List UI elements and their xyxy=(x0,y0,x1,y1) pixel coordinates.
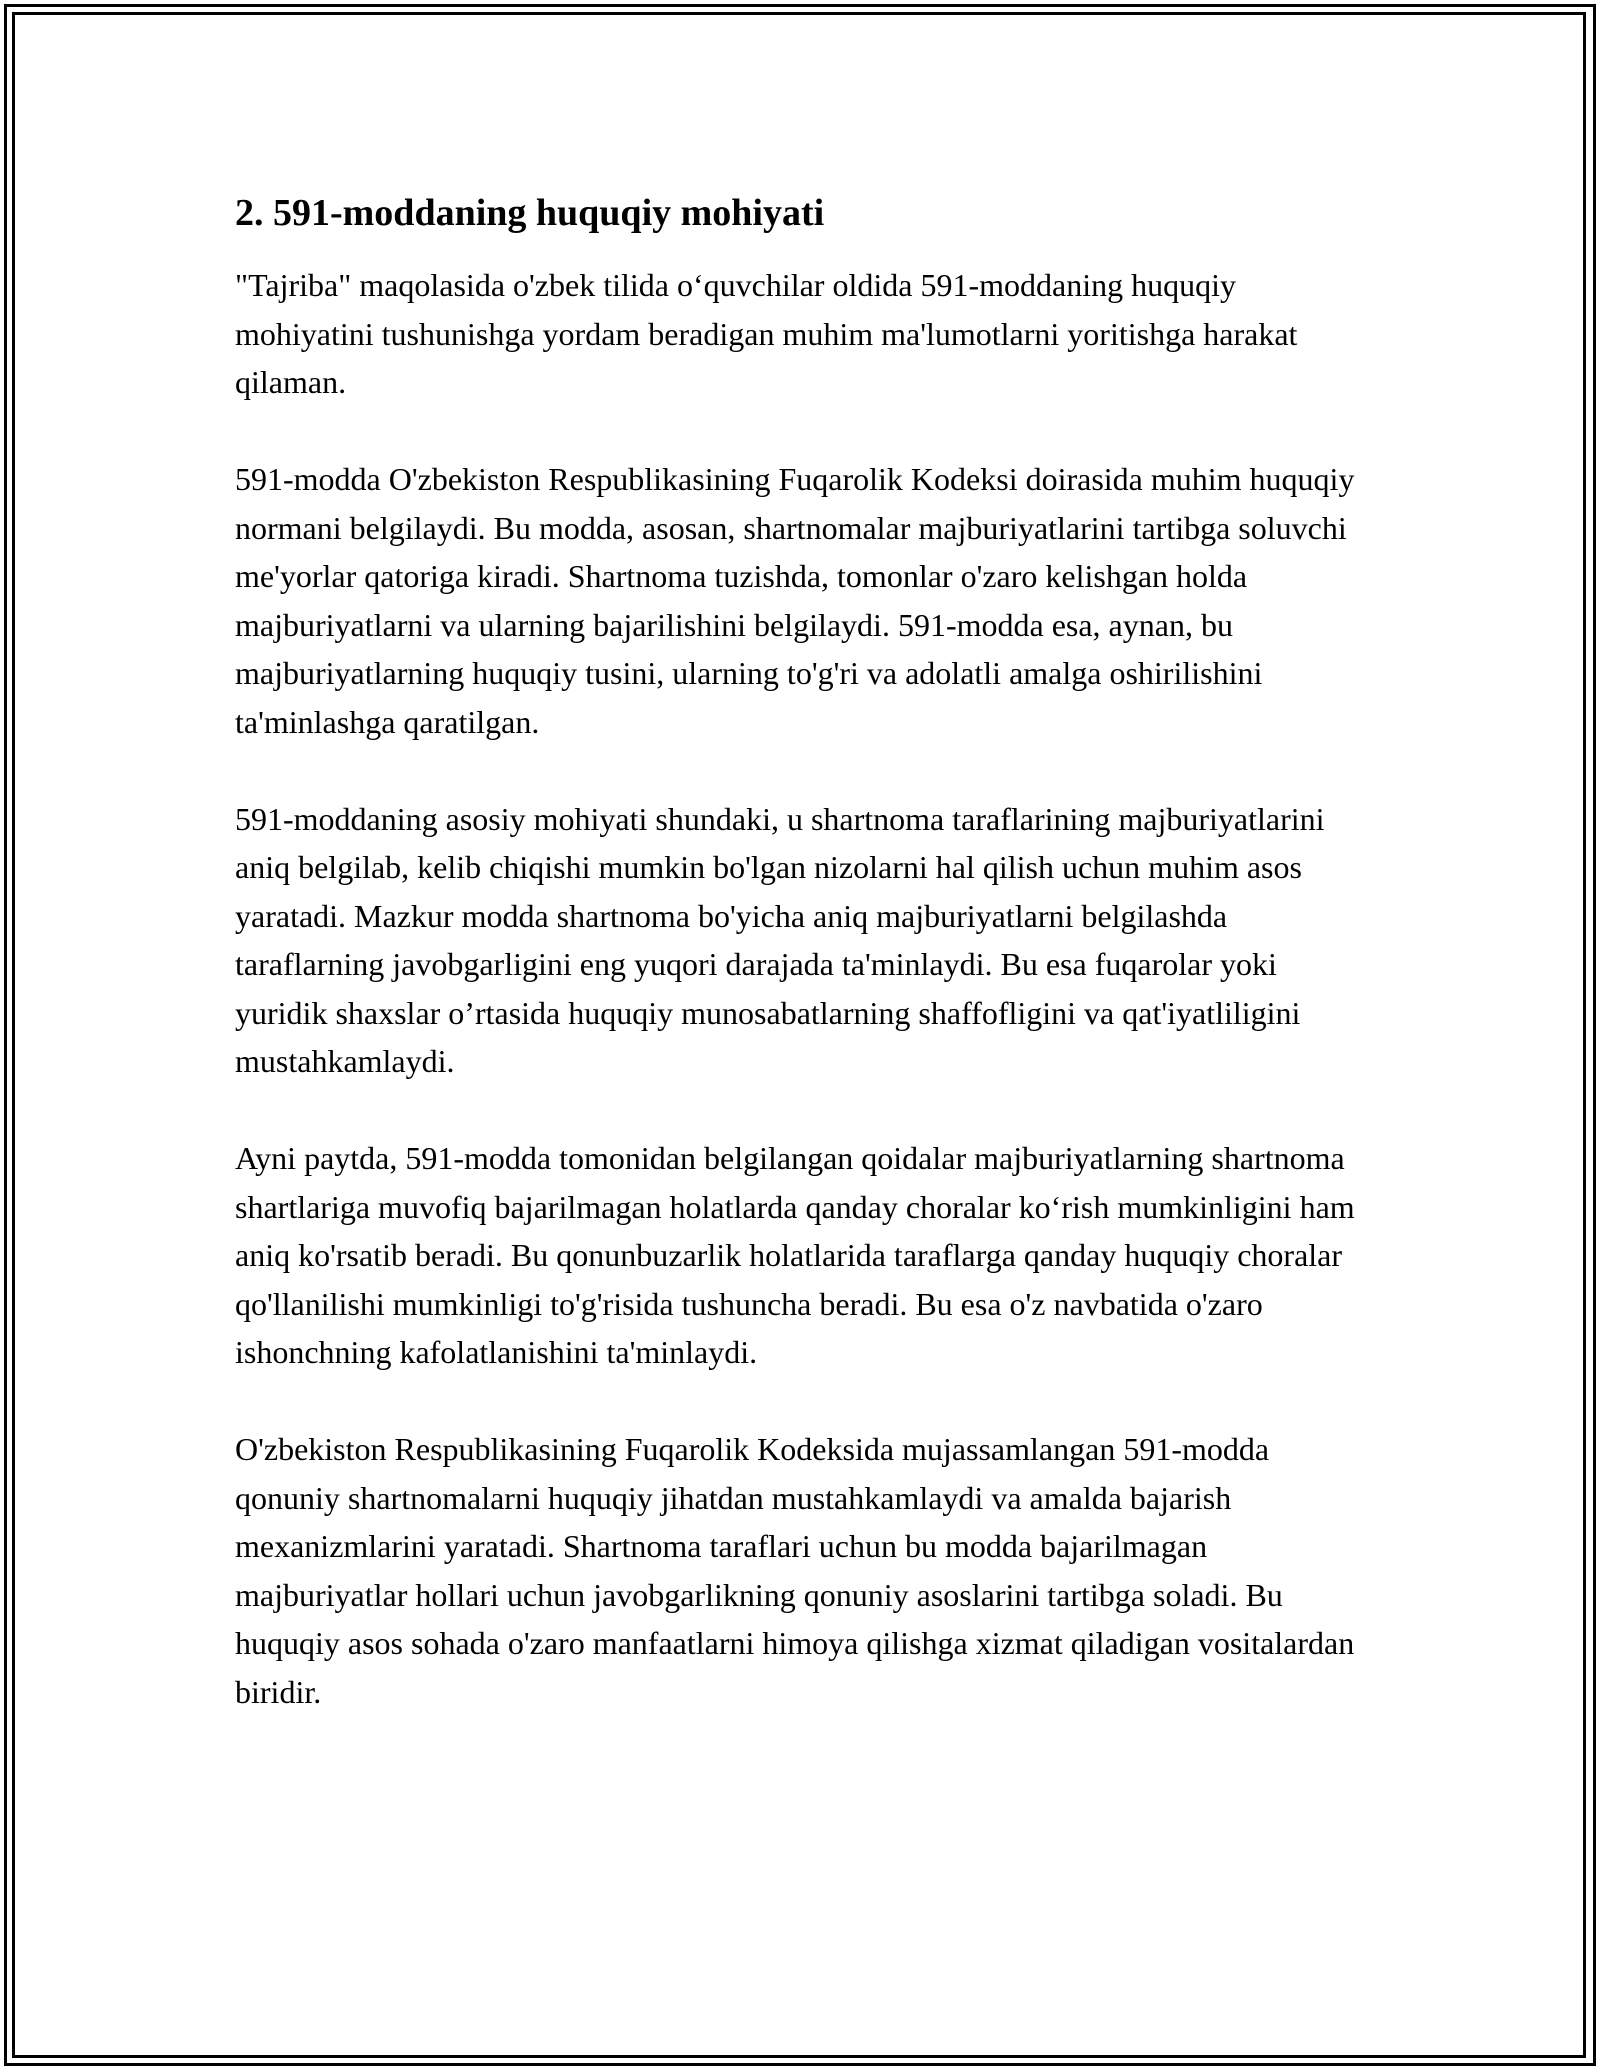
paragraph-article-definition: 591-modda O'zbekiston Respublikasining Fuqarolik Kodeksi doirasida muhim huquqiy normani belgilaydi. Bu modda, asosan, shartnomalar majburiyatlarini tartibga soluvchi me'yorlar qatoriga kiradi. Shartnoma tuzishda, tomonlar o'zaro kelishgan holda majburiyatlarni va ularning bajarilishini belgilaydi. 591-modda esa, aynan, bu majburiyatlarning huquqiy tusini, ularning to'g'ri va adolatli amalga oshirilishini ta'minlashga qaratilgan. xyxy=(235,461,1355,740)
document-body xyxy=(235,185,1375,1765)
paragraph-intro: "Tajriba" maqolasida o'zbek tilida oʻquvchilar oldida 591-moddaning huquqiy mohiyatini tushunishga yordam beradigan muhim ma'lumotlarni yoritishga harakat qilaman. xyxy=(235,267,1298,400)
section-heading: 2. 591-moddaning huquqiy mohiyati xyxy=(235,192,825,234)
paragraph-remedies: Ayni paytda, 591-modda tomonidan belgilangan qoidalar majburiyatlarning shartnoma shartlariga muvofiq bajarilmagan holatlarda qanday choralar koʻrish mumkinligini ham aniq ko'rsatib beradi. Bu qonunbuzarlik holatlarida taraflarga qanday huquqiy choralar qo'llanilishi mumkinligi to'g'risida tushuncha beradi. Bu esa o'z navbatida o'zaro ishonchning kafolatlanishini ta'minlaydi. xyxy=(235,1140,1355,1370)
paragraph-conclusion: O'zbekiston Respublikasining Fuqarolik Kodeksida mujassamlangan 591-modda qonuniy shartnomalarni huquqiy jihatdan mustahkamlaydi va amalda bajarish mexanizmlarini yaratadi. Shartnoma taraflari uchun bu modda bajarilmagan majburiyatlar hollari uchun javobgarlikning qonuniy asoslarini tartibga soladi. Bu huquqiy asos sohada o'zaro manfaatlarni himoya qilishga xizmat qiladigan vositalardan biridir. xyxy=(235,1431,1355,1710)
paragraph-essence: 591-moddaning asosiy mohiyati shundaki, u shartnoma taraflarining majburiyatlarini aniq belgilab, kelib chiqishi mumkin bo'lgan nizolarni hal qilish uchun muhim asos yaratadi. Mazkur modda shartnoma bo'yicha aniq majburiyatlarni belgilashda taraflarning javobgarligini eng yuqori darajada ta'minlaydi. Bu esa fuqarolar yoki yuridik shaxslar o’rtasida huquqiy munosabatlarning shaffofligini va qat'iyatliligini mustahkamlaydi. xyxy=(235,800,1325,1079)
